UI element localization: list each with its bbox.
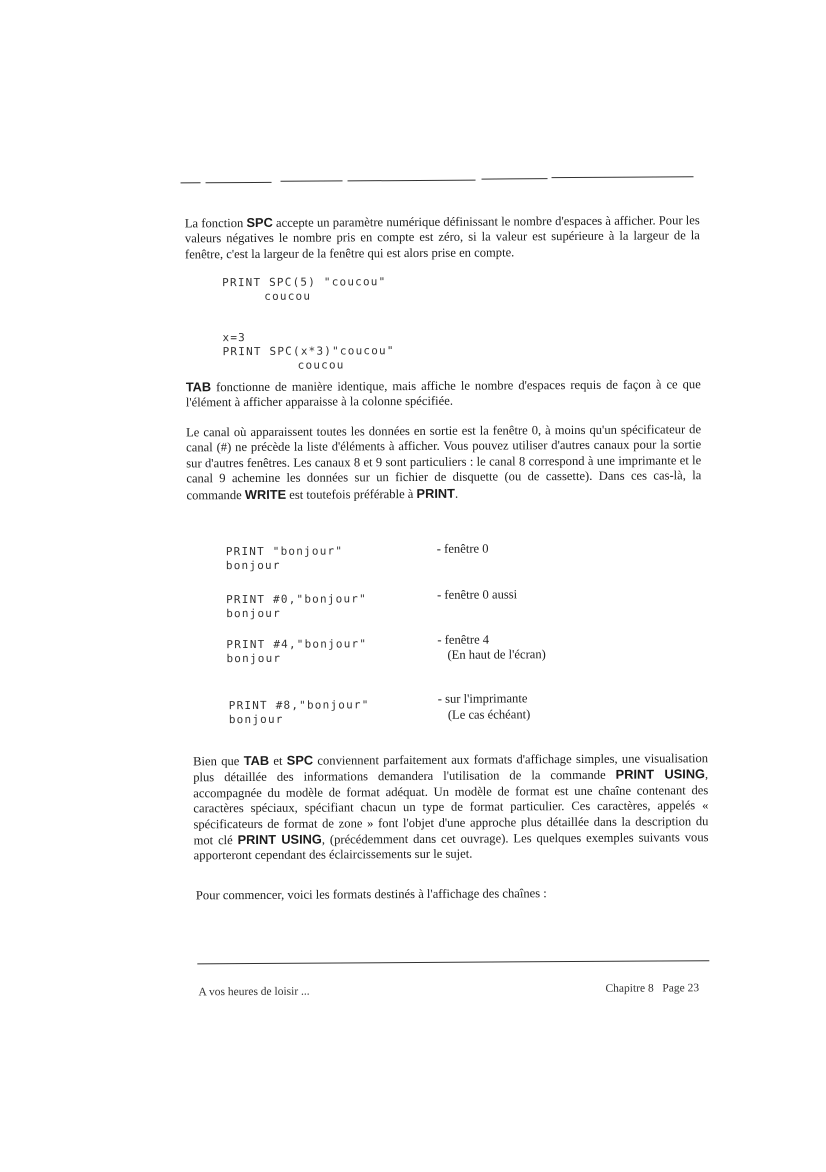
header-rule [482, 178, 548, 179]
paragraph-print-using [193, 750, 709, 864]
example-output: bonjour [226, 651, 282, 666]
keyword: PRINT [416, 485, 455, 501]
example-output: bonjour [228, 712, 284, 727]
text: et [269, 753, 287, 768]
paragraph-formats [196, 885, 711, 904]
example-note: (Le cas échéant) [447, 707, 531, 722]
header-rule [552, 176, 694, 178]
header-rule [348, 180, 476, 182]
text: , (précédemment dans cet ouvrage). Les quelques exemples suivants vous apporteront cependant des éclaircissements sur le sujet. [193, 830, 709, 863]
example-output: bonjour [225, 558, 281, 573]
paragraph-tab [186, 376, 701, 411]
keyword: SPC [286, 752, 314, 768]
text: est toutefois préférable à [286, 486, 417, 502]
paragraph-canal [186, 422, 701, 503]
footer-rule [197, 960, 709, 964]
example-output: bonjour [226, 606, 281, 621]
example-note: - fenêtre 4 [437, 632, 490, 647]
keyword: SPC [246, 214, 273, 231]
text: , accompagnée du modèle de format adéquat. Un modèle de format est une chaîne contenant des caractères spéciaux, spécifiant chacun un type de format particulier. Ces caractères, appelés « spécificateurs de format de zone » font l'objet d'une approche plus détaillée dans la description du mot clé [193, 767, 709, 848]
example-command: PRINT #8,"bonjour" [228, 698, 370, 713]
code-output: coucou [264, 289, 312, 303]
keyword: TAB [243, 752, 270, 769]
text: conviennent parfaitement aux formats d'affichage simples, une visualisation plus détaillée des informations demandera l'utilisation de la commande [193, 751, 709, 785]
header-rule [206, 182, 272, 183]
example-note: - fenêtre 0 [436, 541, 489, 556]
code-output: coucou [297, 358, 345, 372]
text: La fonction [184, 216, 247, 231]
footer-right: Chapitre 8 Page 23 [605, 982, 700, 995]
keyword: WRITE [244, 486, 287, 502]
text: fonctionne de manière identique, mais affiche le nombre d'espaces requis de façon à ce que l'élément à afficher apparaisse à la colonne spécifiée. [185, 377, 701, 410]
keyword: TAB [185, 379, 212, 395]
header-rule [281, 180, 343, 181]
footer-left: A vos heures de loisir ... [198, 985, 310, 999]
keyword: PRINT USING [237, 831, 322, 848]
text: . [454, 486, 459, 501]
header-rule [181, 182, 201, 183]
code-line: PRINT SPC(5) "coucou" [222, 275, 387, 290]
text: Le canal où apparaissent toutes les données en sortie est la fenêtre 0, à moins qu'un spécificateur de canal (#) ne précède la liste d'éléments à afficher. Vous pouvez utiliser d'autres canaux pour la sortie sur d'autres fenêtres. Les canaux 8 et 9 sont particuliers : le canal 8 correspond à une imprimante et le canal 9 achemine les données sur un fichier de disquette (ou de cassette). Dans ces cas-là, la commande [186, 422, 702, 503]
example-note: (En haut de l'écran) [447, 647, 546, 662]
example-note: - fenêtre 0 aussi [437, 587, 518, 602]
example-command: PRINT "bonjour" [225, 544, 344, 559]
text: accepte un paramètre numérique définissant le nombre d'espaces à afficher. Pour les valeurs négatives le nombre pris en compte est zéro, si la valeur est supérieure à la largeur de la fenêtre, c'est la largeur de la fenêtre qui est alors prise en compte. [184, 213, 700, 262]
code-line: PRINT SPC(x*3)"coucou" [222, 344, 395, 359]
example-command: PRINT #4,"bonjour" [226, 637, 368, 652]
code-line: x=3 [222, 331, 246, 345]
text: Pour commencer, voici les formats destinés à l'affichage des chaînes : [195, 886, 547, 903]
text: Bien que [193, 754, 244, 769]
paragraph-spc [185, 212, 700, 262]
example-note: - sur l'imprimante [437, 691, 528, 706]
keyword: PRINT USING [615, 766, 706, 783]
example-command: PRINT #0,"bonjour" [226, 592, 367, 607]
